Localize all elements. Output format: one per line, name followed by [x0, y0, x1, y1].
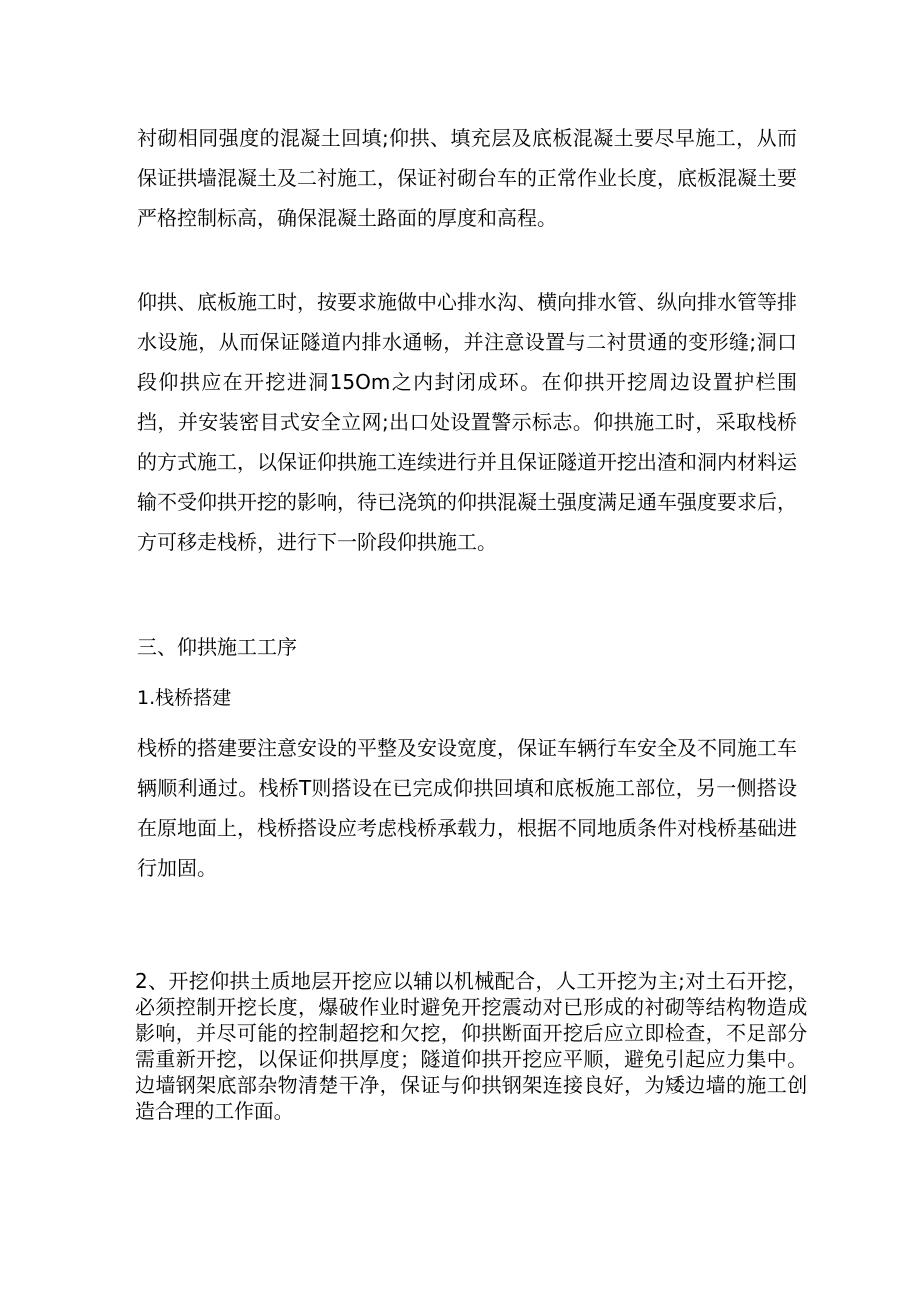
- paragraph-trestle: 栈桥的搭建要注意安设的平整及安设宽度，保证车辆行车安全及不同施工车辆顺利通过。栈桥T则搭设在已完成仰拱回填和底板施工部位，另一侧搭设在原地面上，栈桥搭设应考虑栈桥承载力，根据不同地质条件对栈桥基础进行加固。: [137, 736, 797, 880]
- paragraph-invert-floor-construction: 仰拱、底板施工时，按要求施做中心排水沟、横向排水管、纵向排水管等排水设施，从而保证隧道内排水通畅，并注意设置与二衬贯通的变形缝;洞口段仰拱应在开挖进洞15Om之内封闭成环。在仰拱开挖周边设置护栏围挡，并安装密目式安全立网;出口处设置警示标志。仰拱施工时，采取栈桥的方式施工，以保证仰拱施工连续进行并且保证隧道开挖出渣和洞内材料运输不受仰拱开挖的影响，待已浇筑的仰拱混凝土强度满足通车强度要求后，方可移走栈桥，进行下一阶段仰拱施工。: [137, 290, 797, 554]
- section-heading: 三、仰拱施工工序: [137, 635, 297, 659]
- subheading-trestle: 1.栈桥搭建: [137, 687, 232, 709]
- paragraph-excavation: 2、开挖仰拱土质地层开挖应以辅以机械配合，人工开挖为主;对土石开挖，必须控制开挖长度，爆破作业时避免开挖震动对已形成的衬砌等结构物造成影响，并尽可能的控制超挖和欠挖，仰拱断面开挖后应立即检查，不足部分需重新开挖，以保证仰拱厚度；隧道仰拱开挖应平顺，避免引起应力集中。边墙钢架底部杂物清楚干净，保证与仰拱钢架连接良好，为矮边墙的施工创造合理的工作面。: [135, 969, 807, 1123]
- paragraph-backfill: 衬砌相同强度的混凝土回填;仰拱、填充层及底板混凝土要尽早施工，从而保证拱墙混凝土及二衬施工，保证衬砌台车的正常作业长度，底板混凝土要严格控制标高，确保混凝土路面的厚度和高程。: [137, 126, 797, 230]
